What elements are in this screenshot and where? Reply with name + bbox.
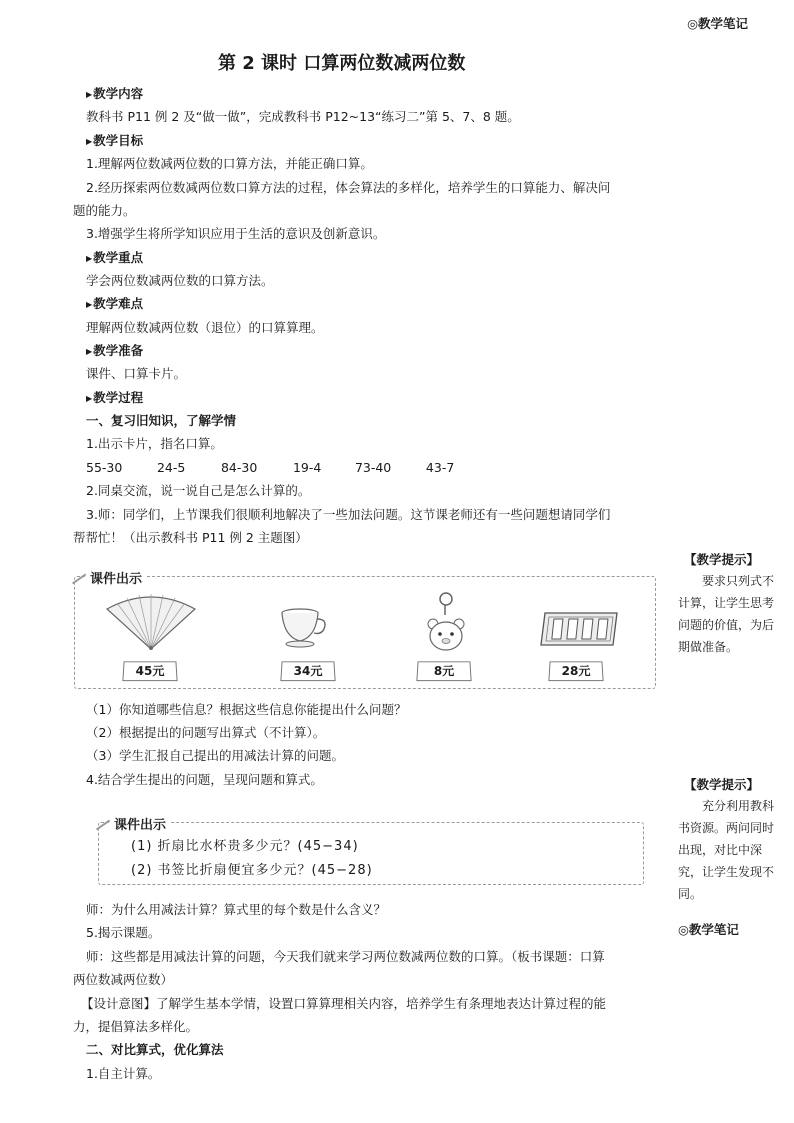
question-2: （2）根据提出的问题写出算式（不计算）。: [86, 725, 326, 740]
teaching-tip-2-text: 充分利用教科书资源。两问同时出现，对比中深究，让学生发现不同。: [678, 799, 775, 901]
step2-1: 1.自主计算。: [86, 1066, 161, 1081]
calc-item: 73-40: [354, 460, 392, 475]
part2-heading: 二、对比算式，优化算法: [86, 1042, 224, 1057]
price-tag-fan: 45元: [122, 661, 177, 681]
process-heading: ▶ 教学过程: [86, 390, 143, 408]
step1-3b: 帮帮忙！（出示教科书 P11 例 2 主题图）: [73, 530, 308, 545]
teaching-tip-2-heading: 【教学提示】: [684, 777, 760, 792]
fan-image: [103, 591, 199, 657]
content-heading: ▶ 教学内容: [86, 86, 143, 104]
teacher-answer-2: 两位数减两位数）: [73, 972, 174, 987]
lesson-title: 第 2 课时 口算两位数减两位数: [218, 53, 466, 74]
courseware-box-questions: [98, 818, 644, 885]
key-text: 学会两位数减两位数的口算方法。: [86, 273, 274, 288]
goal-3: 3.增强学生将所学知识应用于生活的意识及创新意识。: [86, 226, 386, 241]
goal-heading: ▶ 教学目标: [86, 133, 143, 151]
goal-1: 1.理解两位数减两位数的口算方法，并能正确口算。: [86, 156, 373, 171]
difficulty-text: 理解两位数减两位数（退位）的口算算理。: [86, 320, 324, 335]
courseware-label: 课件出示: [109, 814, 171, 833]
part1-heading: 一、复习旧知识，了解学情: [86, 413, 237, 428]
design-intent-1: 【设计意图】了解学生基本学情，设置口算算理相关内容，培养学生有条理地表达计算过程的能: [81, 996, 607, 1011]
question-3: （3）学生汇报自己提出的用减法计算的问题。: [86, 748, 344, 763]
teacher-answer-1: 师：这些都是用减法计算的问题，今天我们就来学习两位数减两位数的口算。（板书课题：口算: [86, 949, 605, 964]
content-text: 教科书 P11 例 2 及“做一做”，完成教科书 P12~13“练习二”第 5、7、8 题。: [86, 109, 520, 124]
calc-row: [86, 460, 454, 476]
step1-3a: 3.师：同学们，上节课我们很顺利地解决了一些加法问题。这节课老师还有一些问题想请同学们: [86, 507, 611, 522]
teaching-notes-header: ◎教学笔记: [687, 16, 748, 31]
difficulty-heading: ▶ 教学难点: [86, 296, 143, 314]
price-tag-bookmarks: 28元: [548, 661, 603, 681]
bookmarks-image: [537, 609, 621, 653]
calc-item: 19-4: [292, 460, 322, 475]
goal-2a: 2.经历探索两位数减两位数口算方法的过程，体会算法的多样化，培养学生的口算能力、解决问: [86, 180, 611, 195]
calc-item: 43-7: [425, 460, 455, 475]
question-1: （1）你知道哪些信息？根据这些信息你能提出什么问题？: [86, 702, 407, 717]
step4: 4.结合学生提出的问题，呈现问题和算式。: [86, 772, 323, 787]
prep-text: 课件、口算卡片。: [86, 366, 187, 381]
cup-image: [278, 607, 330, 655]
teacher-question: 师：为什么用减法计算？算式里的每个数是什么含义？: [86, 902, 387, 917]
price-tag-keychain: 8元: [416, 661, 471, 681]
keychain-image: [421, 591, 471, 659]
courseware-label: 课件出示: [85, 568, 147, 587]
courseware-question-1: (1) 折扇比水杯贵多少元？(45−34): [131, 839, 359, 854]
step1-1: 1.出示卡片，指名口算。: [86, 436, 223, 451]
prep-heading: ▶ 教学准备: [86, 343, 143, 361]
calc-item: 55-30: [86, 460, 123, 475]
teaching-tip-1-text: 要求只列式不计算，让学生思考问题的价值，为后期做准备。: [678, 574, 775, 654]
price-tag-cup: 34元: [280, 661, 335, 681]
teaching-tip-1-heading: 【教学提示】: [684, 552, 760, 567]
step5: 5.揭示课题。: [86, 925, 161, 940]
key-heading: ▶ 教学重点: [86, 250, 143, 268]
teaching-notes-sidebar: ◎教学笔记: [678, 922, 739, 937]
step1-2: 2.同桌交流，说一说自己是怎么计算的。: [86, 483, 311, 498]
goal-2b: 题的能力。: [73, 203, 136, 218]
design-intent-2: 力，提倡算法多样化。: [73, 1019, 199, 1034]
courseware-question-2: (2) 书签比折扇便宜多少元？(45−28): [131, 863, 373, 878]
courseware-box-items: [74, 572, 656, 689]
calc-item: 24-5: [156, 460, 186, 475]
calc-item: 84-30: [220, 460, 258, 475]
